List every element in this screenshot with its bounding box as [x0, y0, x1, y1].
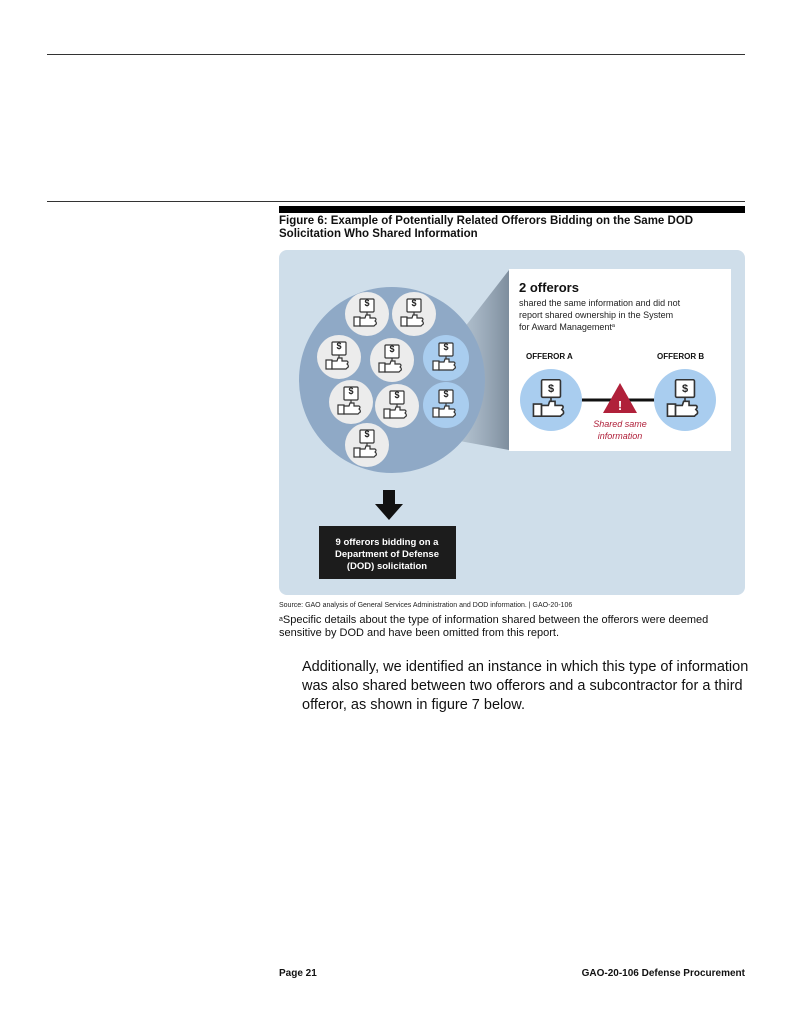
offeror-a-label: OFFEROR A: [526, 352, 573, 361]
callout-line-1: shared the same information and did not: [519, 298, 681, 308]
figure-graphic: [279, 250, 745, 595]
box-line-1: 9 offerors bidding on a: [335, 537, 439, 548]
figure-note: [279, 614, 749, 640]
note-marker: a: [279, 616, 283, 623]
figure-title-bar: [279, 206, 745, 213]
body-paragraph: Additionally, we identified an instance in which this type of information was also shared between two offerors and a subcontractor for a third offeror, as shown in figure 7 below.: [302, 659, 749, 713]
box-line-2: Department of Defense: [335, 549, 439, 560]
offeror-icon-gray: [392, 292, 436, 336]
figure-source: Source: GAO analysis of General Services Administration and DOD information. | GAO-20-106: [279, 602, 573, 609]
page-number: Page 21: [279, 968, 317, 979]
dollar-sign-icon: $: [443, 389, 449, 399]
dollar-sign-icon: $: [348, 386, 354, 396]
dollar-sign-icon: $: [443, 342, 449, 352]
callout-heading: 2 offerors: [519, 280, 579, 295]
offeror-icon-gray: [329, 380, 373, 424]
offeror-icon-gray: [345, 423, 389, 467]
dollar-sign-icon: $: [394, 390, 400, 400]
offeror-icon-gray: [375, 384, 419, 428]
warning-mark: !: [617, 398, 623, 413]
dollar-sign-icon: $: [547, 383, 555, 395]
offeror-b-icon: [654, 369, 716, 431]
figure-title: [279, 215, 749, 241]
section-rule: [47, 201, 745, 202]
callout-line-2: report shared ownership in the System: [519, 310, 674, 320]
dollar-sign-icon: $: [364, 429, 370, 439]
offeror-icon-gray: [317, 335, 361, 379]
dollar-sign-icon: $: [364, 298, 370, 308]
dollar-sign-icon: $: [411, 298, 417, 308]
dollar-sign-icon: $: [681, 383, 689, 395]
offeror-icon-gray: [370, 338, 414, 382]
box-line-3: (DOD) solicitation: [346, 561, 428, 572]
report-id: GAO-20-106 Defense Procurement: [581, 968, 745, 979]
top-rule: [47, 54, 745, 55]
offeror-icon-gray: [345, 292, 389, 336]
figure-title-line-1: Figure 6: Example of Potentially Related Offerors Bidding on the Same DOD: [279, 215, 694, 227]
dollar-sign-icon: $: [389, 344, 395, 354]
shared-label-line-2: information: [597, 431, 643, 441]
callout-line-3: for Award Management$^a$: [519, 322, 615, 332]
offeror-b-label: OFFEROR B: [657, 352, 705, 361]
offeror-a-icon: [520, 369, 582, 431]
note-text: Specific details about the type of information shared between the offerors were deemed sensitive by DOD and have been omitted from this report.: [279, 614, 709, 639]
offeror-icon-blue: [423, 335, 469, 381]
dollar-sign-icon: $: [336, 341, 342, 351]
offeror-icon-blue: [423, 382, 469, 428]
shared-label-line-1: Shared same: [593, 419, 647, 429]
figure-title-line-2: Solicitation Who Shared Information: [279, 228, 478, 240]
